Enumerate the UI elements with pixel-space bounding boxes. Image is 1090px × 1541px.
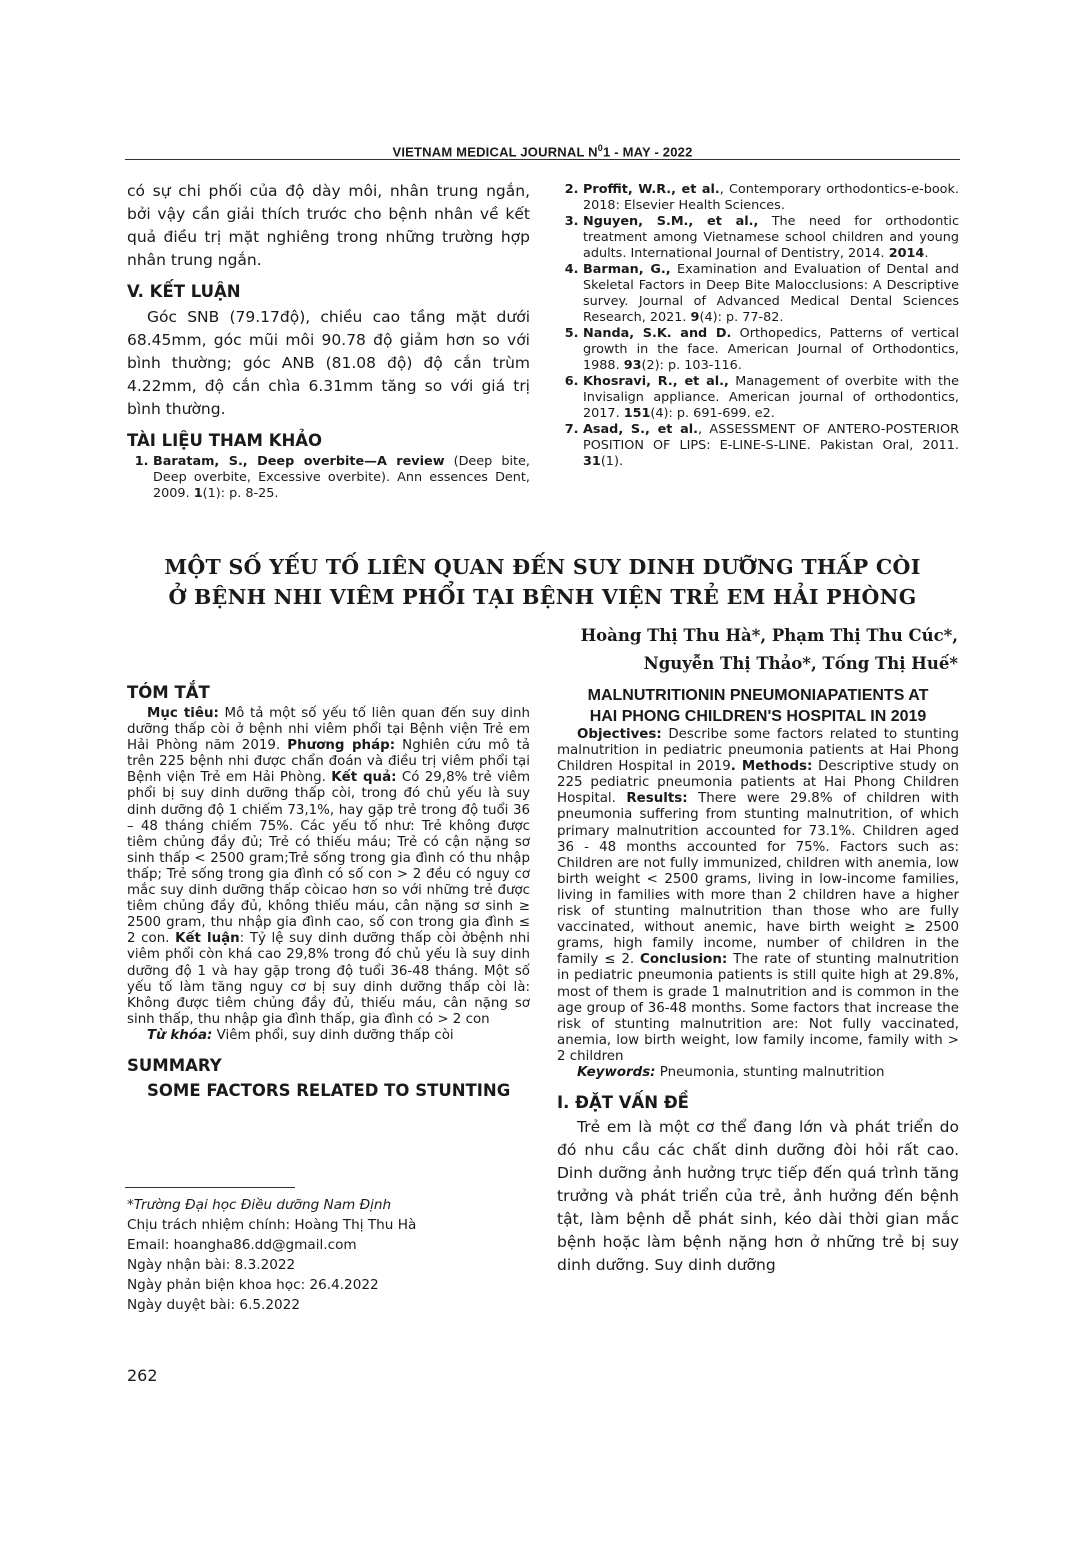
- footnote-accepted: Ngày duyệt bài: 6.5.2022: [127, 1297, 300, 1313]
- references-list-right: [557, 182, 959, 470]
- footnote-received: Ngày nhận bài: 8.3.2022: [127, 1257, 296, 1273]
- footnote: [127, 1195, 530, 1315]
- en-abstract-column: [557, 685, 959, 1277]
- footnote-email: Email: hoangha86.dd@gmail.com: [127, 1237, 357, 1253]
- prev-article-left-column: [127, 180, 530, 502]
- conclusion-heading: V. KẾT LUẬN: [127, 282, 241, 301]
- reference-item: 1. Baratam, S., Deep overbite—A review (Deep bite, Deep overbite, Excessive overbite). Ann essences Dent, 2009. 1(1): p. 8-25.: [153, 454, 530, 502]
- prev-continued-text: có sự chi phối của độ dày môi, nhân trung ngắn, bởi vậy cần giải thích trước cho bệnh nhân về kết quả điều trị mặt nghiêng trong những trường hợp nhân trung ngắn.: [127, 182, 530, 269]
- authors-line-2: Nguyễn Thị Thảo*, Tống Thị Huế*: [643, 654, 958, 673]
- article-authors: [440, 622, 958, 678]
- article-title-line-2: Ở BỆNH NHI VIÊM PHỔI TẠI BỆNH VIỆN TRẺ EM HẢI PHÒNG: [168, 585, 917, 609]
- intro-heading: I. ĐẶT VẤN ĐỀ: [557, 1093, 689, 1113]
- en-abstract-body: Objectives: Describe some factors related to stunting malnutrition in pediatric pneumonia patients at Hai Phong Children Hospital in 2019. Methods: Descriptive study on 225 pediatric pneumonia patients at Hai Phong Children Hospital. Results: There were 29.8% of children with pneumonia suffering from stunting malnutrition, of which primary malnutrition accounted for 73.1%. Children aged 36 - 48 months accounted for 75%. Factors such as: Children are not fully immunized, children with anemia, low birth weight < 2500 grams, living in low-income families, living in families with more than 2 children have a higher risk of stunting malnutrition than those who are fully vaccinated, without anemic, have birth weight ≥ 2500 grams, high family income, number of children in the family ≤ 2. Conclusion: The rate of stunting malnutrition in pediatric pneumonia patients is still quite high at 29.8%, most of them is grade 1 malnutrition and is common in the age group of 36-48 months. Some factors that increase the risk of stunting malnutrition are: Not fully vaccinated, anemia, low birth weight, low family income, family with > 2 children Keywords: Pneumonia, stunting malnutrition: [557, 727, 959, 1080]
- reference-item: 7. Asad, S., et al., ASSESSMENT OF ANTERO-POSTERIOR POSITION OF LIPS: E-LINE-S-LINE. Pakistan Oral, 2011. 31(1).: [583, 422, 959, 470]
- page-number: 262: [127, 1366, 158, 1385]
- journal-header-sup: 0: [597, 143, 603, 153]
- en-abstract-heading: MALNUTRITIONIN PNEUMONIAPATIENTS AT HAI PHONG CHILDREN'S HOSPITAL IN 2019: [587, 687, 929, 725]
- reference-item: 6. Khosravi, R., et al., Management of overbite with the Invisalign appliance. American journal of orthodontics, 2017. 151(4): p. 691-699. e2.: [583, 374, 959, 422]
- en-keywords: Keywords: Pneumonia, stunting malnutrition: [577, 1064, 885, 1080]
- vn-abstract-body: Mục tiêu: Mô tả một số yếu tố liên quan đến suy dinh dưỡng thấp còi ở bệnh nhi viêm phổi tại Bệnh viện Trẻ em Hải Phòng năm 2019. Phương pháp: Nghiên cứu mô tả trên 225 bệnh nhi được chẩn đoán và điều trị viêm phổi tại Bệnh viện Trẻ em Hải Phòng. Kết quả: Có 29,8% trẻ viêm phổi bị suy dinh dưỡng thấp còi, trong đó chủ yếu là suy dinh dưỡng độ 1 chiếm 73,1%, hay gặp trẻ trong độ tuổi 36 – 48 tháng chiếm 75%. Các yếu tố như: Trẻ không được tiêm chủng đầy đủ; Trẻ có thiếu máu; Trẻ có cận nặng sơ sinh thấp < 2500 gram;Trẻ sống trong gia đình có thu nhập thấp; Trẻ sống trong gia đình có số con > 2 đều có nguy cơ mắc suy dinh dưỡng thấp còicao hơn so với những trẻ được tiêm chủng đầy đủ, không thiếu máu, cân nặng sơ sinh ≥ 2500 gram, thu nhập gia đình cao, số con trong gia đình ≤ 2 con. Kết luận: Tỷ lệ suy dinh dưỡng thấp còi ởbệnh nhi viêm phổi còn khá cao 29,8% trong đó chủ yếu là suy dinh dưỡng độ 1 và hay gặp trong độ tuổi 36-48 tháng. Một số yếu tố làm tăng nguy cơ bị suy dinh dưỡng thấp còi là: Không được tiêm chủng đầy đủ, thiếu máu, cân nặng sơ sinh thấp, thu nhập gia đình thấp, gia đình có > 2 con Từ khóa: Viêm phổi, suy dinh dưỡng thấp còi: [127, 706, 531, 1043]
- intro-text: Trẻ em là một cơ thể đang lớn và phát triển do đó nhu cầu các chất dinh dưỡng đòi hỏi rất cao. Dinh dưỡng ảnh hưởng trực tiếp đến quá trình tăng trưởng và phát triển của trẻ, ảnh hưởng đến bệnh tật, làm bệnh dễ phát sinh, kéo dài thời gian mắc bệnh hoặc làm bệnh nặng hơn ở những trẻ bị suy dinh dưỡng. Suy dinh dưỡng: [557, 1118, 959, 1275]
- footnote-reviewed: Ngày phản biện khoa học: 26.4.2022: [127, 1277, 379, 1293]
- conclusion-text: Góc SNB (79.17độ), chiều cao tầng mặt dưới 68.45mm, góc mũi môi 90.78 độ giảm hơn so với bình thường; góc ANB (81.08 độ) độ cắn trùm 4.22mm, độ cắn chìa 6.31mm tăng so với giá trị bình thường.: [127, 308, 530, 418]
- references-heading: TÀI LIỆU THAM KHẢO: [127, 431, 323, 450]
- journal-header-post: 1 - MAY - 2022: [603, 144, 693, 160]
- vn-keywords: Từ khóa: Viêm phổi, suy dinh dưỡng thấp còi: [147, 1027, 454, 1043]
- references-list-left: [127, 454, 530, 502]
- footnote-responsible: Chịu trách nhiệm chính: Hoàng Thị Thu Hà: [127, 1217, 417, 1233]
- reference-item: 2. Proffit, W.R., et al., Contemporary orthodontics-e-book. 2018: Elsevier Health Sciences.: [583, 182, 959, 214]
- vn-abstract-column: [127, 683, 530, 1100]
- footnote-affiliation: *Trường Đại học Điều dưỡng Nam Định: [127, 1197, 392, 1213]
- article-title-line-1: MỘT SỐ YẾU TỐ LIÊN QUAN ĐẾN SUY DINH DƯỠNG THẤP CÒI: [164, 555, 921, 579]
- reference-item: 4. Barman, G., Examination and Evaluation of Dental and Skeletal Factors in Deep Bite Malocclusions: A Descriptive survey. Journal of Advanced Medical Dental Sciences Research, 2021. 9(4): p. 77-82.: [583, 262, 959, 326]
- header-rule: [125, 159, 960, 160]
- summary-title: SOME FACTORS RELATED TO STUNTING: [147, 1080, 511, 1100]
- footnote-rule: [125, 1187, 295, 1188]
- authors-line-1: Hoàng Thị Thu Hà*, Phạm Thị Thu Cúc*,: [580, 626, 958, 645]
- vn-abstract-heading: TÓM TẮT: [127, 683, 210, 702]
- summary-heading: SUMMARY: [127, 1055, 222, 1075]
- article-title: [125, 552, 960, 612]
- reference-item: 5. Nanda, S.K. and D. Orthopedics, Patterns of vertical growth in the face. American Journal of Orthodontics, 1988. 93(2): p. 103-116.: [583, 326, 959, 374]
- reference-item: 3. Nguyen, S.M., et al., The need for orthodontic treatment among Vietnamese school children and young adults. International Journal of Dentistry, 2014. 2014.: [583, 214, 959, 262]
- journal-header-pre: VIETNAM MEDICAL JOURNAL N: [392, 144, 598, 160]
